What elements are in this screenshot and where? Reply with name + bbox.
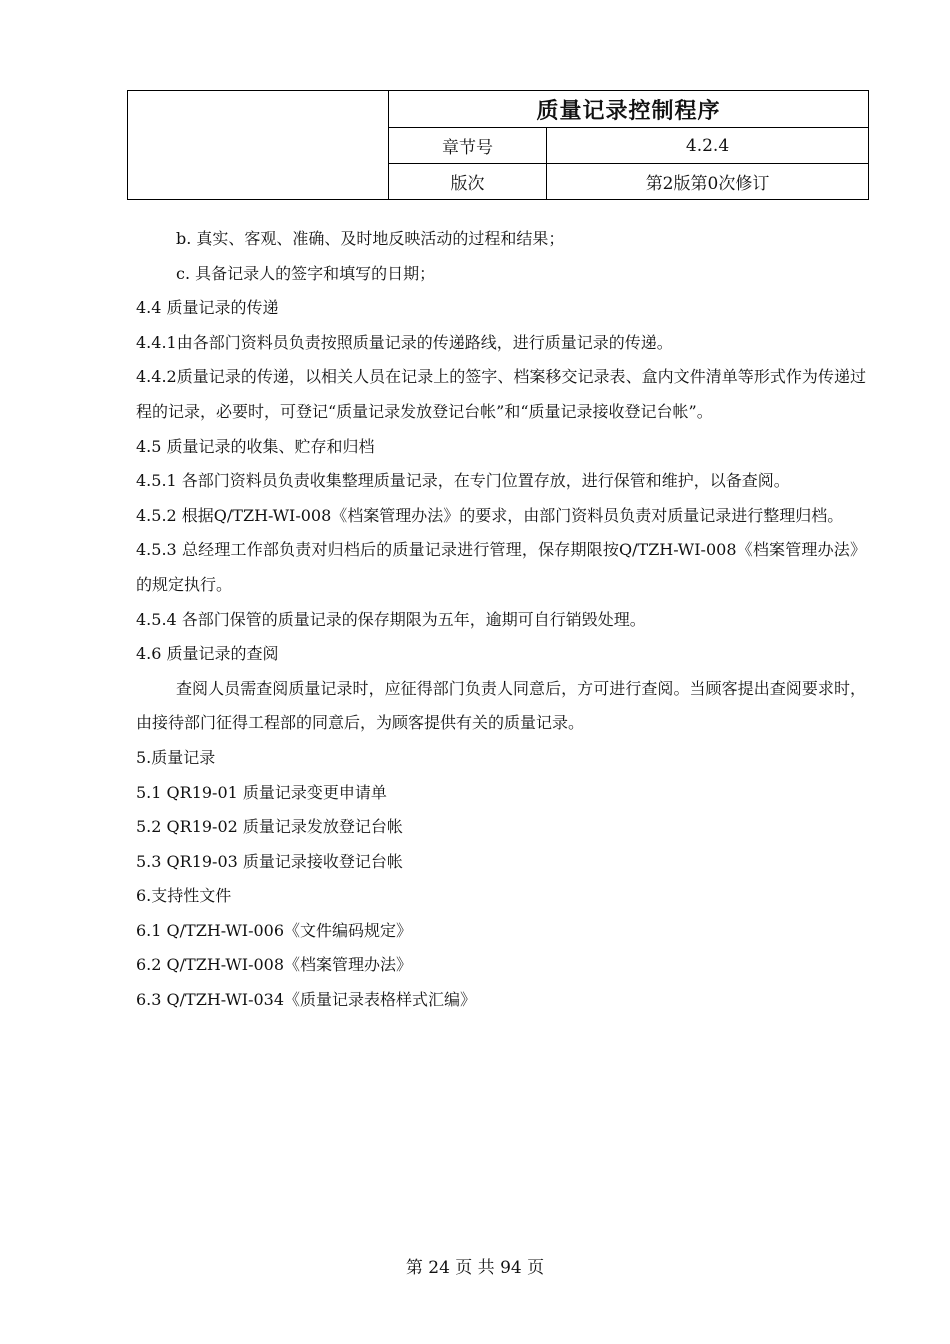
paragraph: 4.4.2质量记录的传递，以相关人员在记录上的签字、档案移交记录表、盒内文件清单等形式作为传递过程的记录，必要时，可登记“质量记录发放登记台帐”和“质量记录接收登记台帐”。: [136, 367, 866, 421]
paragraph: 4.5.4 各部门保管的质量记录的保存期限为五年，逾期可自行销毁处理。: [136, 609, 646, 629]
chapter-label: 章节号: [389, 128, 547, 164]
section-heading: 6.支持性文件: [136, 886, 232, 906]
document-body: [136, 222, 866, 1018]
document-title: 质量记录控制程序: [389, 91, 869, 128]
paragraph: 4.4.1由各部门资料员负责按照质量记录的传递路线，进行质量记录的传递。: [136, 332, 673, 352]
header-logo-cell: [128, 91, 389, 200]
paragraph: 4.5.2 根据Q/TZH-WI-008《档案管理办法》的要求，由部门资料员负责对质量记录进行整理归档。: [136, 505, 844, 525]
edition-value: 第2版第0次修订: [547, 164, 869, 200]
list-item: 5.1 QR19-01 质量记录变更申请单: [136, 782, 387, 802]
section-heading: 4.4 质量记录的传递: [136, 298, 279, 318]
paragraph: 查阅人员需查阅质量记录时，应征得部门负责人同意后，方可进行查阅。当顾客提出查阅要求时，由接待部门征得工程部的同意后，为顾客提供有关的质量记录。: [136, 678, 866, 733]
list-item: 6.1 Q/TZH-WI-006《文件编码规定》: [136, 920, 413, 940]
list-item: 6.3 Q/TZH-WI-034《质量记录表格样式汇编》: [136, 990, 477, 1010]
edition-label: 版次: [389, 164, 547, 200]
section-heading: 5.质量记录: [136, 747, 216, 767]
paragraph: b. 真实、客观、准确、及时地反映活动的过程和结果；: [176, 229, 565, 248]
section-heading: 4.5 质量记录的收集、贮存和归档: [136, 436, 375, 456]
page-number-footer: 第 24 页 共 94 页: [405, 1258, 545, 1278]
paragraph: 4.5.1 各部门资料员负责收集整理质量记录，在专门位置存放，进行保管和维护，以备查阅。: [136, 471, 790, 491]
section-heading: 4.6 质量记录的查阅: [136, 644, 279, 664]
list-item: 5.2 QR19-02 质量记录发放登记台帐: [136, 817, 403, 837]
paragraph: 4.5.3 总经理工作部负责对归档后的质量记录进行管理，保存期限按Q/TZH-WI-008《档案管理办法》的规定执行。: [136, 540, 866, 594]
list-item: 5.3 QR19-03 质量记录接收登记台帐: [136, 851, 403, 871]
paragraph: c. 具备记录人的签字和填写的日期；: [176, 263, 436, 283]
chapter-value: 4.2.4: [547, 128, 869, 164]
document-header-table: [127, 90, 869, 200]
list-item: 6.2 Q/TZH-WI-008《档案管理办法》: [136, 955, 413, 975]
